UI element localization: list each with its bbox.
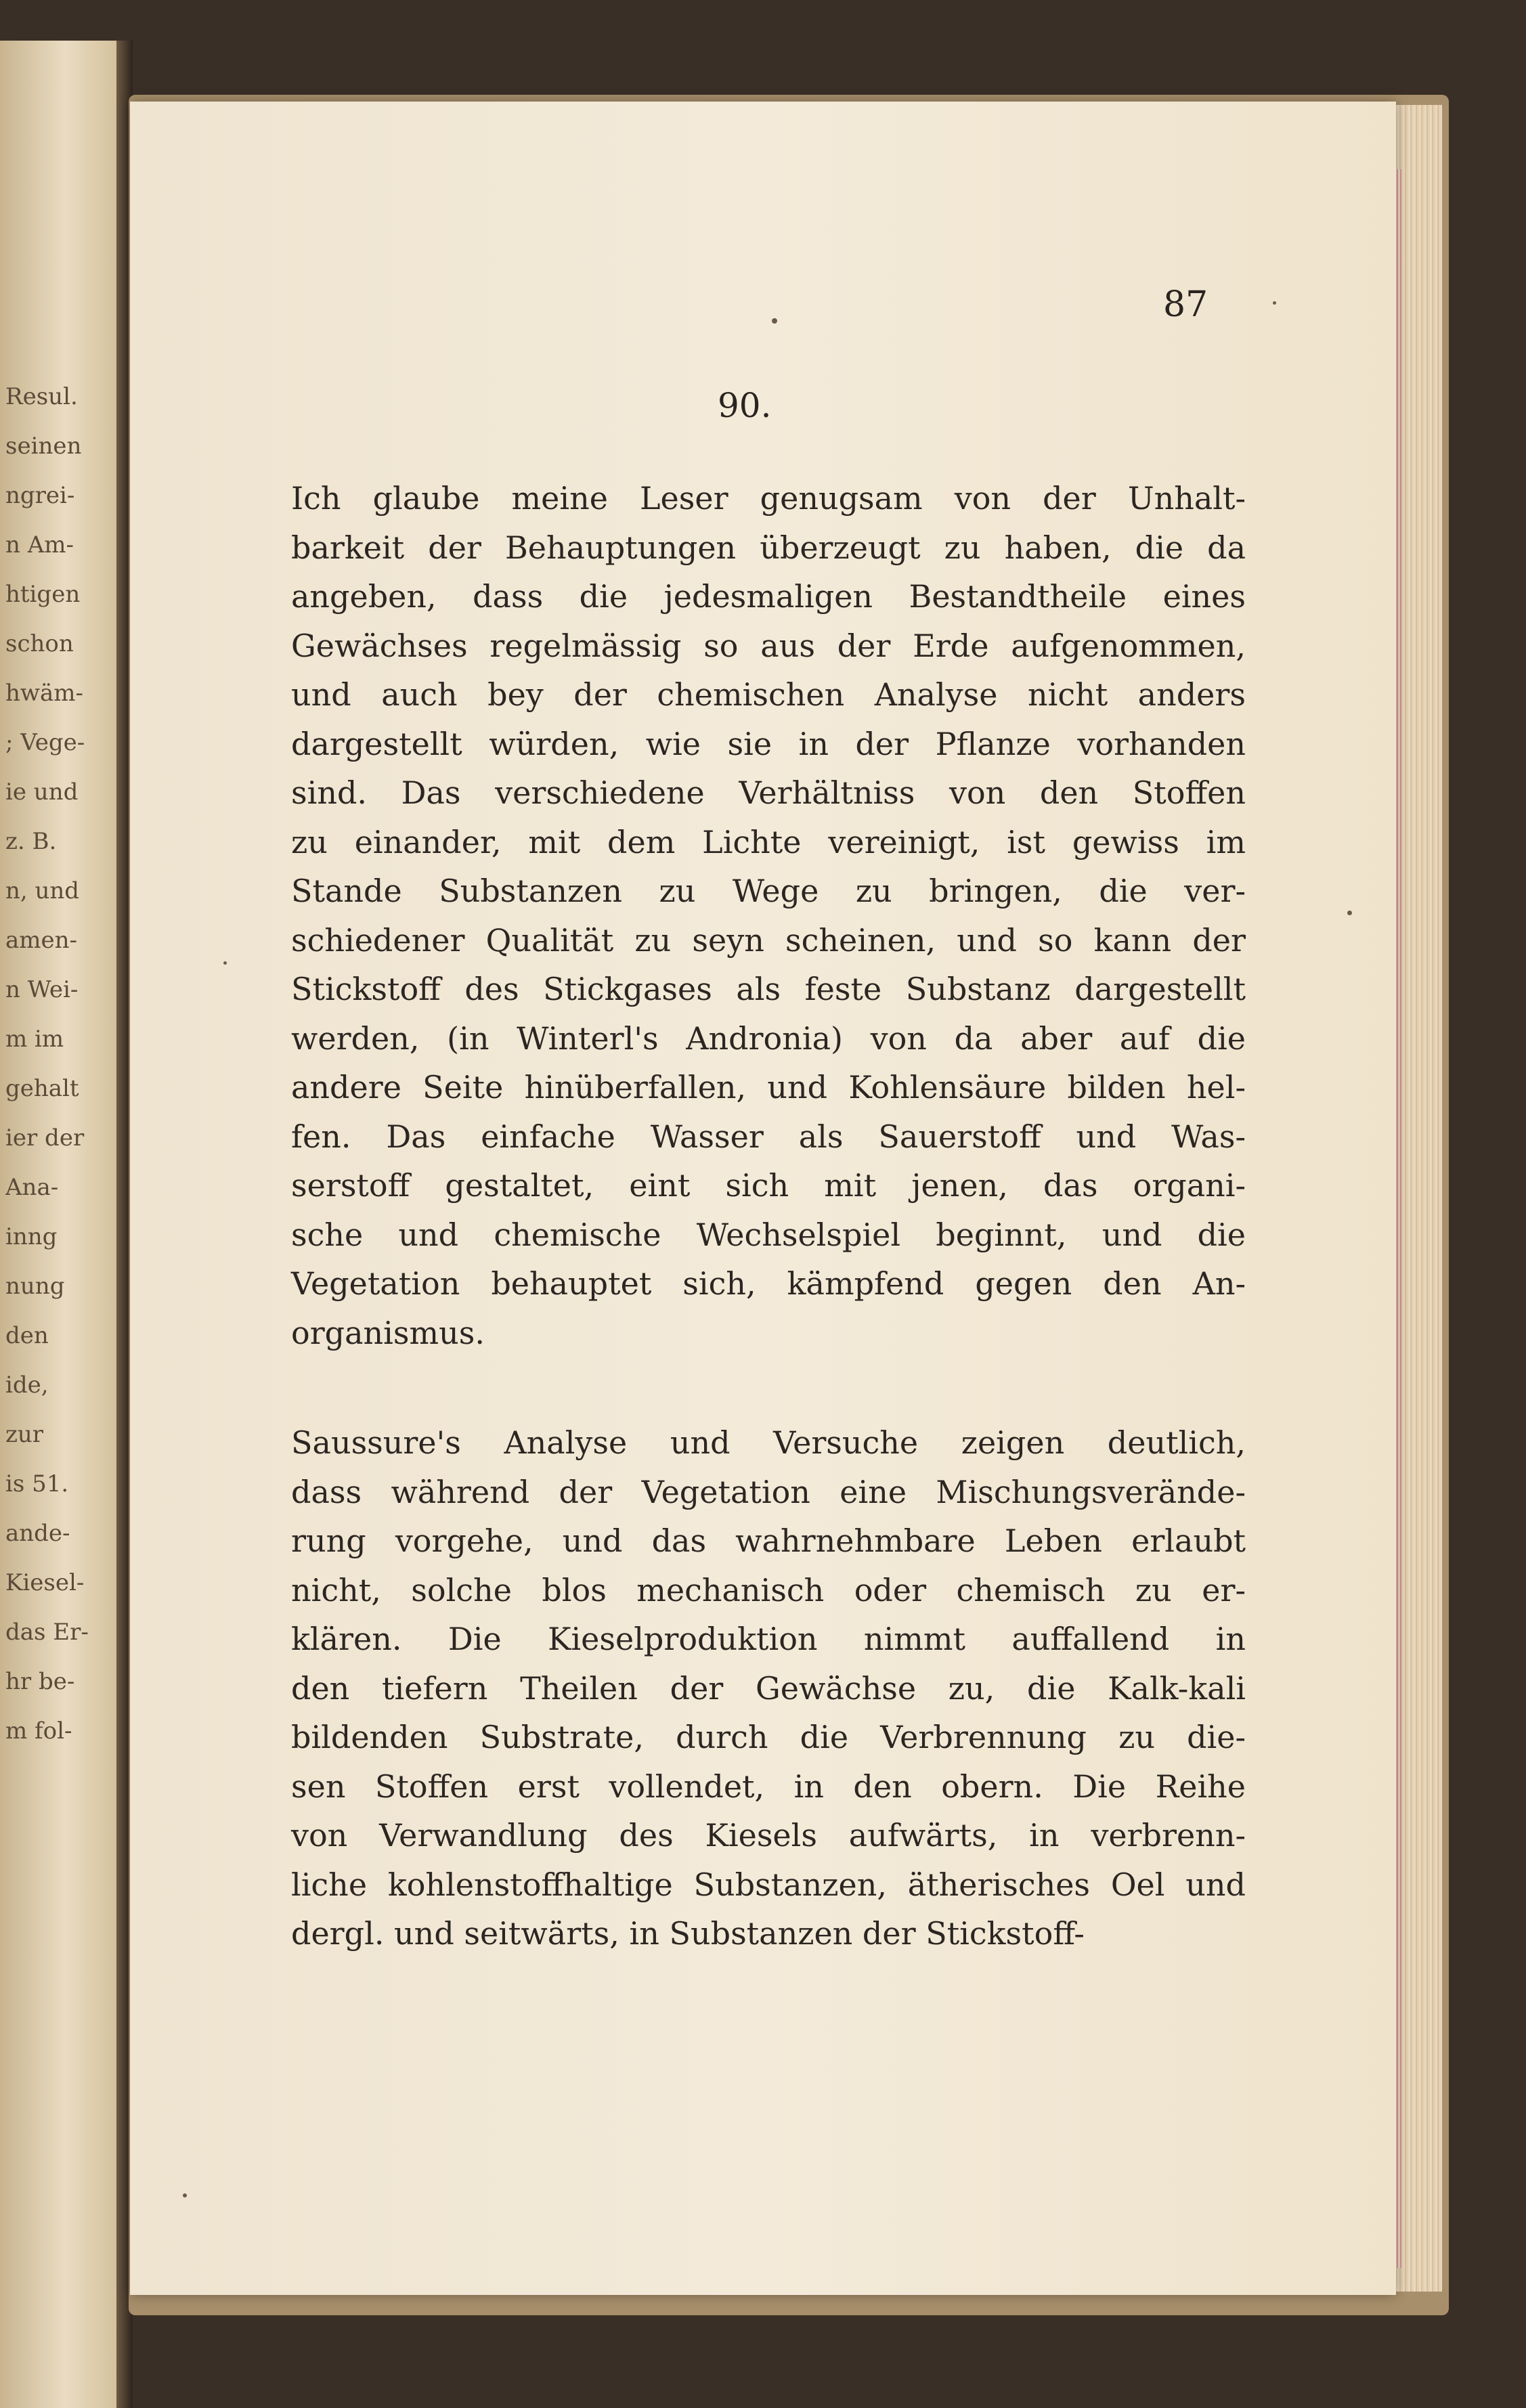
text-line: fen. Das einfache Wasser als Sauerstoff und Was- — [291, 1118, 1246, 1155]
page-number: 87 — [1163, 284, 1208, 325]
text-line: barkeit der Behauptungen überzeugt zu haben, die da — [291, 529, 1246, 566]
text-line: Ich glaube meine Leser genugsam von der Unhalt- — [291, 480, 1246, 517]
left-page-fragment: ande- — [5, 1520, 70, 1547]
left-page-fragment: zur — [5, 1421, 44, 1448]
left-page-fragment: m fol- — [5, 1717, 72, 1745]
left-page-fragment: ie und — [5, 779, 79, 806]
text-line: bildenden Substrate, durch die Verbrennung zu die- — [291, 1719, 1246, 1755]
text-line: organismus. — [291, 1314, 485, 1351]
left-page-fragment: amen- — [5, 927, 78, 954]
left-page-fragment: ide, — [5, 1372, 49, 1399]
left-page-fragment: htigen — [5, 581, 81, 608]
left-page-fragment: Resul. — [5, 383, 78, 410]
text-line: rung vorgehe, und das wahrnehmbare Leben erlaubt — [291, 1523, 1246, 1559]
left-page-fragment: ngrei- — [5, 482, 75, 509]
left-page-fragment: n, und — [5, 877, 80, 904]
paragraph-2 — [291, 1418, 1246, 1958]
left-page-fragment: nung — [5, 1273, 65, 1300]
left-page-fragment: n Wei- — [5, 976, 79, 1003]
text-line: Stande Substanzen zu Wege zu bringen, die ver- — [291, 873, 1246, 909]
left-page-fragment: ier der — [5, 1124, 85, 1152]
text-line: Gewächses regelmässig so aus der Erde aufgenommen, — [291, 627, 1246, 664]
left-page-fragment: Ana- — [5, 1174, 59, 1201]
text-line: und auch bey der chemischen Analyse nicht anders — [291, 676, 1246, 713]
text-line: werden, (in Winterl's Andronia) von da aber auf die — [291, 1020, 1246, 1057]
left-page — [0, 41, 118, 2408]
text-line: dargestellt würden, wie sie in der Pflanze vorhanden — [291, 725, 1246, 762]
text-line: Saussure's Analyse und Versuche zeigen deutlich, — [291, 1424, 1246, 1461]
text-line: angeben, dass die jedesmaligen Bestandtheile eines — [291, 578, 1246, 615]
text-line: Vegetation behauptet sich, kämpfend gegen den An- — [291, 1265, 1246, 1302]
left-page-fragment: hwäm- — [5, 680, 83, 707]
text-line: andere Seite hinüberfallen, und Kohlensäure bilden hel- — [291, 1069, 1246, 1106]
left-page-fragment: gehalt — [5, 1075, 79, 1102]
text-line: nicht, solche blos mechanisch oder chemisch zu er- — [291, 1571, 1246, 1608]
left-page-fragment: das Er- — [5, 1619, 89, 1646]
left-page-fragment: ; Vege- — [5, 729, 85, 756]
text-line: den tiefern Theilen der Gewächse zu, die Kalk-kali — [291, 1669, 1246, 1707]
text-line: sind. Das verschiedene Verhältniss von den Stoffen — [291, 774, 1246, 811]
text-line: zu einander, mit dem Lichte vereinigt, ist gewiss im — [291, 823, 1246, 860]
text-line: Stickstoff des Stickgases als feste Substanz dargestellt — [291, 971, 1246, 1007]
left-page-text-fragments — [5, 372, 117, 1756]
left-page-fragment: seinen — [5, 433, 82, 460]
left-page-fragment: is 51. — [5, 1470, 69, 1497]
section-number: 90. — [718, 386, 772, 425]
left-page-fragment: z. B. — [5, 828, 57, 855]
text-line: sche und chemische Wechselspiel beginnt, und die — [291, 1216, 1246, 1253]
text-line: von Verwandlung des Kiesels aufwärts, in verbrenn- — [291, 1817, 1246, 1854]
text-line: schiedener Qualität zu seyn scheinen, und so kann der — [291, 921, 1246, 959]
text-line: klären. Die Kieselproduktion nimmt auffallend in — [291, 1621, 1246, 1657]
text-line: liche kohlenstoffhaltige Substanzen, ätherisches Oel und — [291, 1866, 1246, 1903]
left-page-fragment: inng — [5, 1223, 58, 1250]
left-page-fragment: n Am- — [5, 531, 74, 559]
text-line: dass während der Vegetation eine Mischungsverände- — [291, 1473, 1246, 1510]
left-page-fragment: den — [5, 1322, 49, 1349]
paragraph-1 — [291, 474, 1246, 1357]
left-page-fragment: hr be- — [5, 1668, 75, 1695]
left-page-fragment: schon — [5, 630, 74, 657]
text-line: serstoff gestaltet, eint sich mit jenen, das organi- — [291, 1167, 1246, 1204]
text-line: sen Stoffen erst vollendet, in den obern. Die Reihe — [291, 1768, 1246, 1805]
text-line: dergl. und seitwärts, in Substanzen der Stickstoff- — [291, 1915, 1085, 1952]
left-page-fragment: Kiesel- — [5, 1569, 85, 1596]
left-page-fragment: m im — [5, 1026, 64, 1053]
